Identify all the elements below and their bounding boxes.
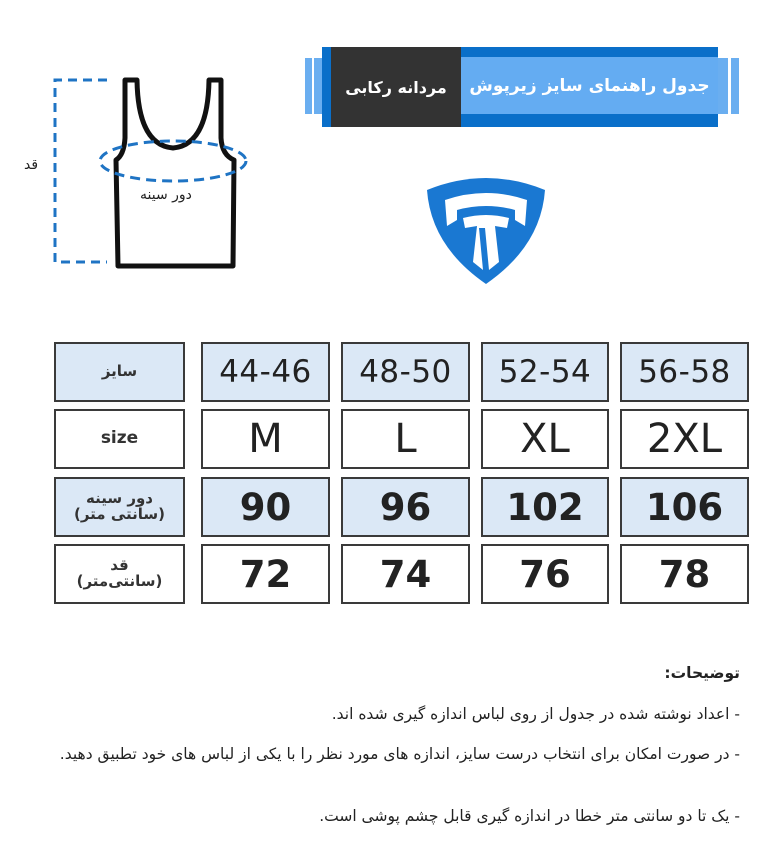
size-range-cell: 56-58 bbox=[620, 342, 749, 402]
banner-stripe-left-outer bbox=[305, 58, 312, 114]
banner-title: جدول راهنمای سایز زیرپوش bbox=[461, 57, 718, 114]
row-label-chest bbox=[54, 477, 185, 537]
notes-heading: توضیحات: bbox=[664, 664, 740, 682]
banner-stripe-right-inner bbox=[718, 58, 728, 114]
height-value-cell: 78 bbox=[620, 544, 749, 604]
row-label-size-fa: سایز bbox=[54, 342, 185, 402]
note-item: - در صورت امکان برای انتخاب درست سایز، اندازه های مورد نظر را با یکی از لباس های خود تطبیق دهید. bbox=[59, 745, 740, 763]
chest-value-cell: 106 bbox=[620, 477, 749, 537]
size-range-cell: 44-46 bbox=[201, 342, 330, 402]
size-range-cell: 48-50 bbox=[341, 342, 470, 402]
banner-stripe-right-outer bbox=[731, 58, 739, 114]
tank-top-icon bbox=[20, 60, 260, 280]
row-label-height-line1: قد bbox=[110, 556, 129, 575]
letter-size-cell: XL bbox=[481, 409, 609, 469]
height-value-cell: 76 bbox=[481, 544, 609, 604]
letter-size-cell: L bbox=[341, 409, 470, 469]
size-range-cell: 52-54 bbox=[481, 342, 609, 402]
chest-value-cell: 102 bbox=[481, 477, 609, 537]
height-value-cell: 74 bbox=[341, 544, 470, 604]
letter-size-cell: M bbox=[201, 409, 330, 469]
note-item: - اعداد نوشته شده در جدول از روی لباس اندازه گیری شده اند. bbox=[331, 705, 740, 723]
height-value-cell: 72 bbox=[201, 544, 330, 604]
row-label-chest-line1: دور سینه bbox=[86, 489, 153, 508]
row-label-height-line2: (سانتی‌متر) bbox=[76, 572, 163, 590]
chest-label: دور سینه bbox=[140, 187, 192, 203]
row-label-height bbox=[54, 544, 185, 604]
banner-subtitle: مردانه رکابی bbox=[331, 47, 461, 127]
chest-value-cell: 90 bbox=[201, 477, 330, 537]
chest-value-cell: 96 bbox=[341, 477, 470, 537]
height-label: قد bbox=[24, 157, 39, 173]
note-item: - یک تا دو سانتی متر خطا در اندازه گیری قابل چشم پوشی است. bbox=[319, 807, 740, 825]
shield-t-logo-icon bbox=[423, 176, 549, 286]
letter-size-cell: 2XL bbox=[620, 409, 749, 469]
row-label-chest-line2: (سانتی متر) bbox=[74, 505, 165, 523]
row-label-size-en: size bbox=[54, 409, 185, 469]
